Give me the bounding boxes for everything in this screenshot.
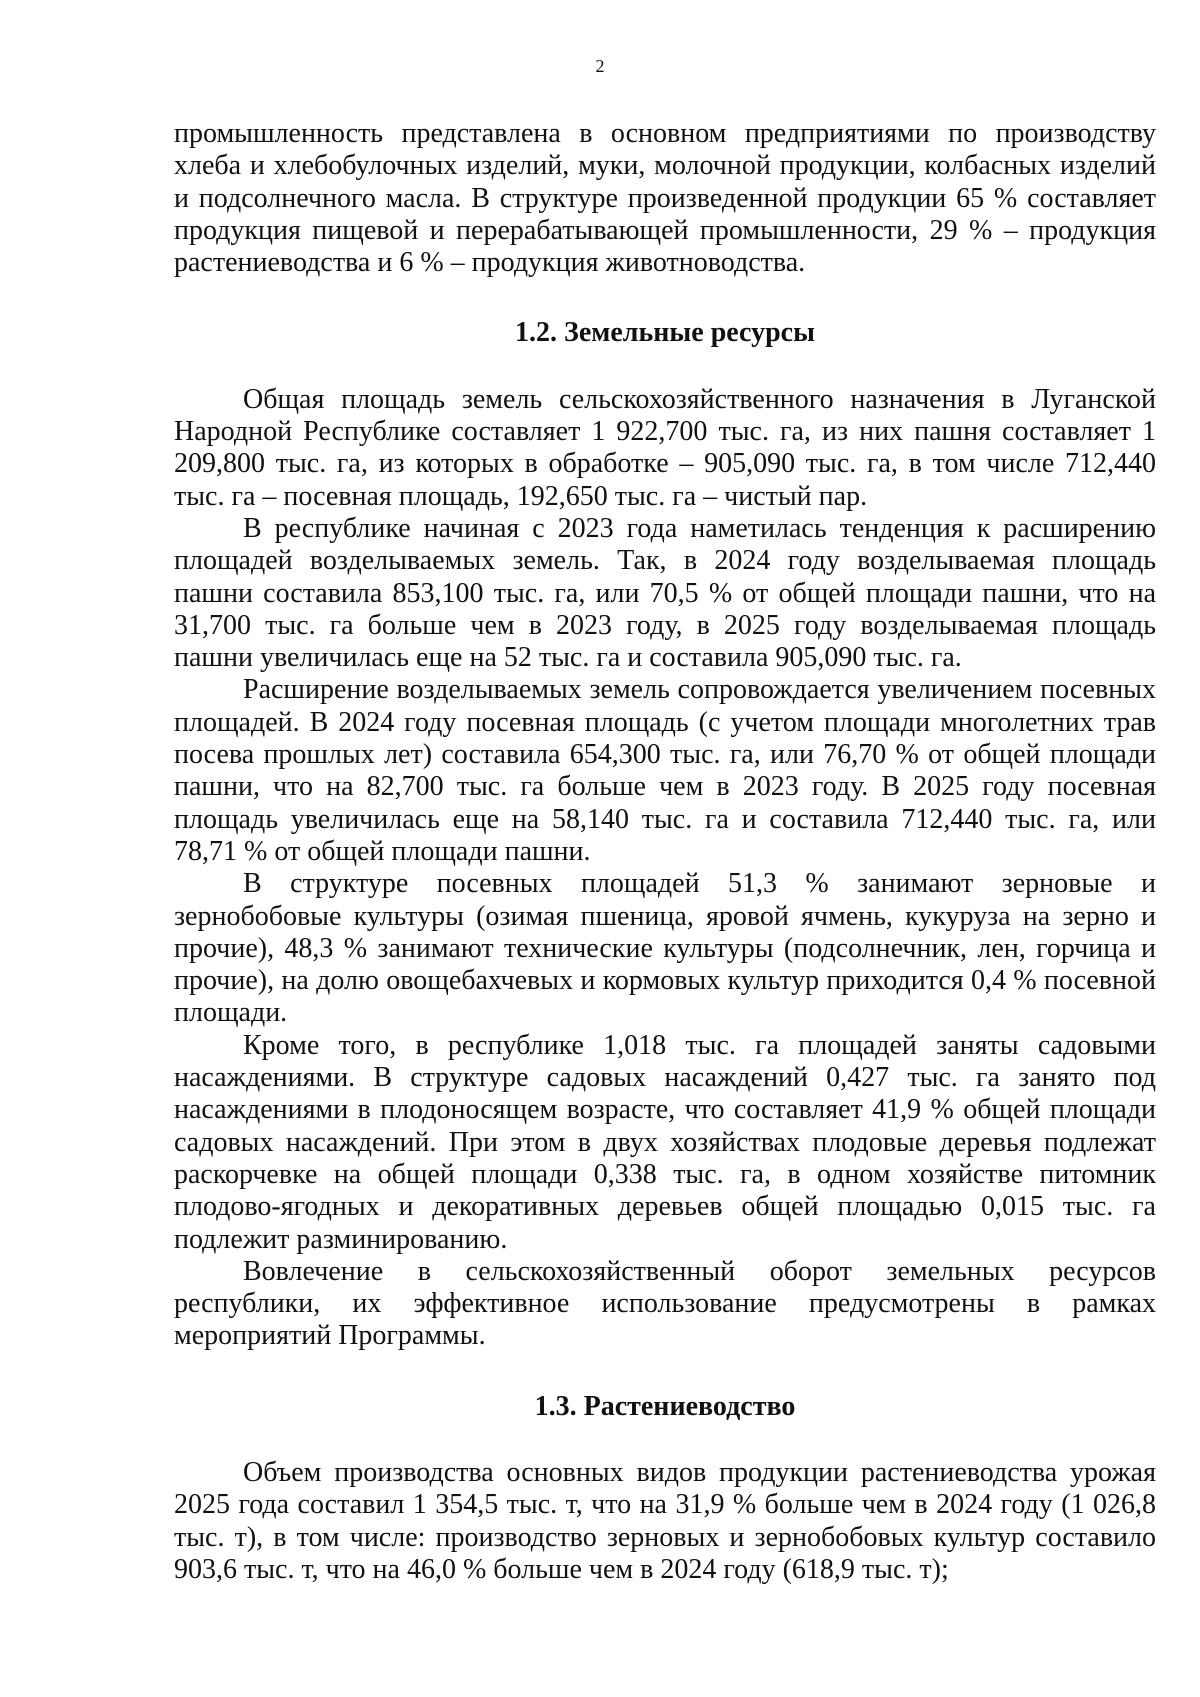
page-number: 2 bbox=[595, 56, 605, 76]
paragraph-land-orchards: Кроме того, в республике 1,018 тыс. га площадей заняты садовыми насаждениями. В структуре садовых насаждений 0,427 тыс. га занято под насаждениями в плодоносящем возрасте, что составляет 41,9 % общей площади садовых насаждений. При этом в двух хозяйствах плодовые деревья подлежат раскорчевке на общей площади 0,338 тыс. га, в одном хозяйстве питомник плодово-ягодных и декоративных деревьев общей площадью 0,015 тыс. га подлежит разминированию. bbox=[174, 1029, 1156, 1255]
section-heading-crop-production: 1.3. Растениеводство bbox=[534, 1390, 796, 1422]
paragraph-land-sown-area: Расширение возделываемых земель сопровождается увеличением посевных площадей. В 2024 году посевная площадь (с учетом площади многолетних трав посева прошлых лет) составила 654,300 тыс. га, или 76,70 % от общей площади пашни, что на 82,700 тыс. га больше чем в 2023 году. В 2025 году посевная площадь увеличилась еще на 58,140 тыс. га и составила 712,440 тыс. га, или 78,71 % от общей площади пашни. bbox=[174, 674, 1156, 867]
document-body bbox=[174, 118, 1156, 1586]
intro-paragraph: промышленность представлена в основном предприятиями по производству хлеба и хлебобулочных изделий, муки, молочной продукции, колбасных изделий и подсолнечного масла. В структуре произведенной продукции 65 % составляет продукция пищевой и перерабатывающей промышленности, 29 % – продукция растениеводства и 6 % – продукция животноводства. bbox=[174, 118, 1156, 279]
section-heading-land-resources: 1.2. Земельные ресурсы bbox=[515, 317, 815, 349]
paragraph-land-crop-structure: В структуре посевных площадей 51,3 % занимают зерновые и зернобобовые культуры (озимая пшеница, яровой ячмень, кукуруза на зерно и прочие), 48,3 % занимают технические культуры (подсолнечник, лен, горчица и прочие), на долю овощебахчевых и кормовых культур приходится 0,4 % посевной площади. bbox=[174, 868, 1156, 1029]
paragraph-land-total-area: Общая площадь земель сельскохозяйственного назначения в Луганской Народной Республике составляет 1 922,700 тыс. га, из них пашня составляет 1 209,800 тыс. га, из которых в обработке – 905,090 тыс. га, в том числе 712,440 тыс. га – посевная площадь, 192,650 тыс. га – чистый пар. bbox=[174, 383, 1156, 512]
paragraph-crop-output: Объем производства основных видов продукции растениеводства урожая 2025 года составил 1 354,5 тыс. т, что на 31,9 % больше чем в 2024 году (1 026,8 тыс. т), в том числе: производство зерновых и зернобобовых культур составило 903,6 тыс. т, что на 46,0 % больше чем в 2024 году (618,9 тыс. т); bbox=[174, 1456, 1156, 1585]
paragraph-land-cultivated-trend: В республике начиная с 2023 года наметилась тенденция к расширению площадей возделываемых земель. Так, в 2024 году возделываемая площадь пашни составила 853,100 тыс. га, или 70,5 % от общей площади пашни, что на 31,700 тыс. га больше чем в 2023 году, в 2025 году возделываемая площадь пашни увеличилась еще на 52 тыс. га и составила 905,090 тыс. га. bbox=[174, 512, 1156, 674]
paragraph-land-programme: Вовлечение в сельскохозяйственный оборот земельных ресурсов республики, их эффективное использование предусмотрены в рамках мероприятий Программы. bbox=[174, 1255, 1156, 1352]
